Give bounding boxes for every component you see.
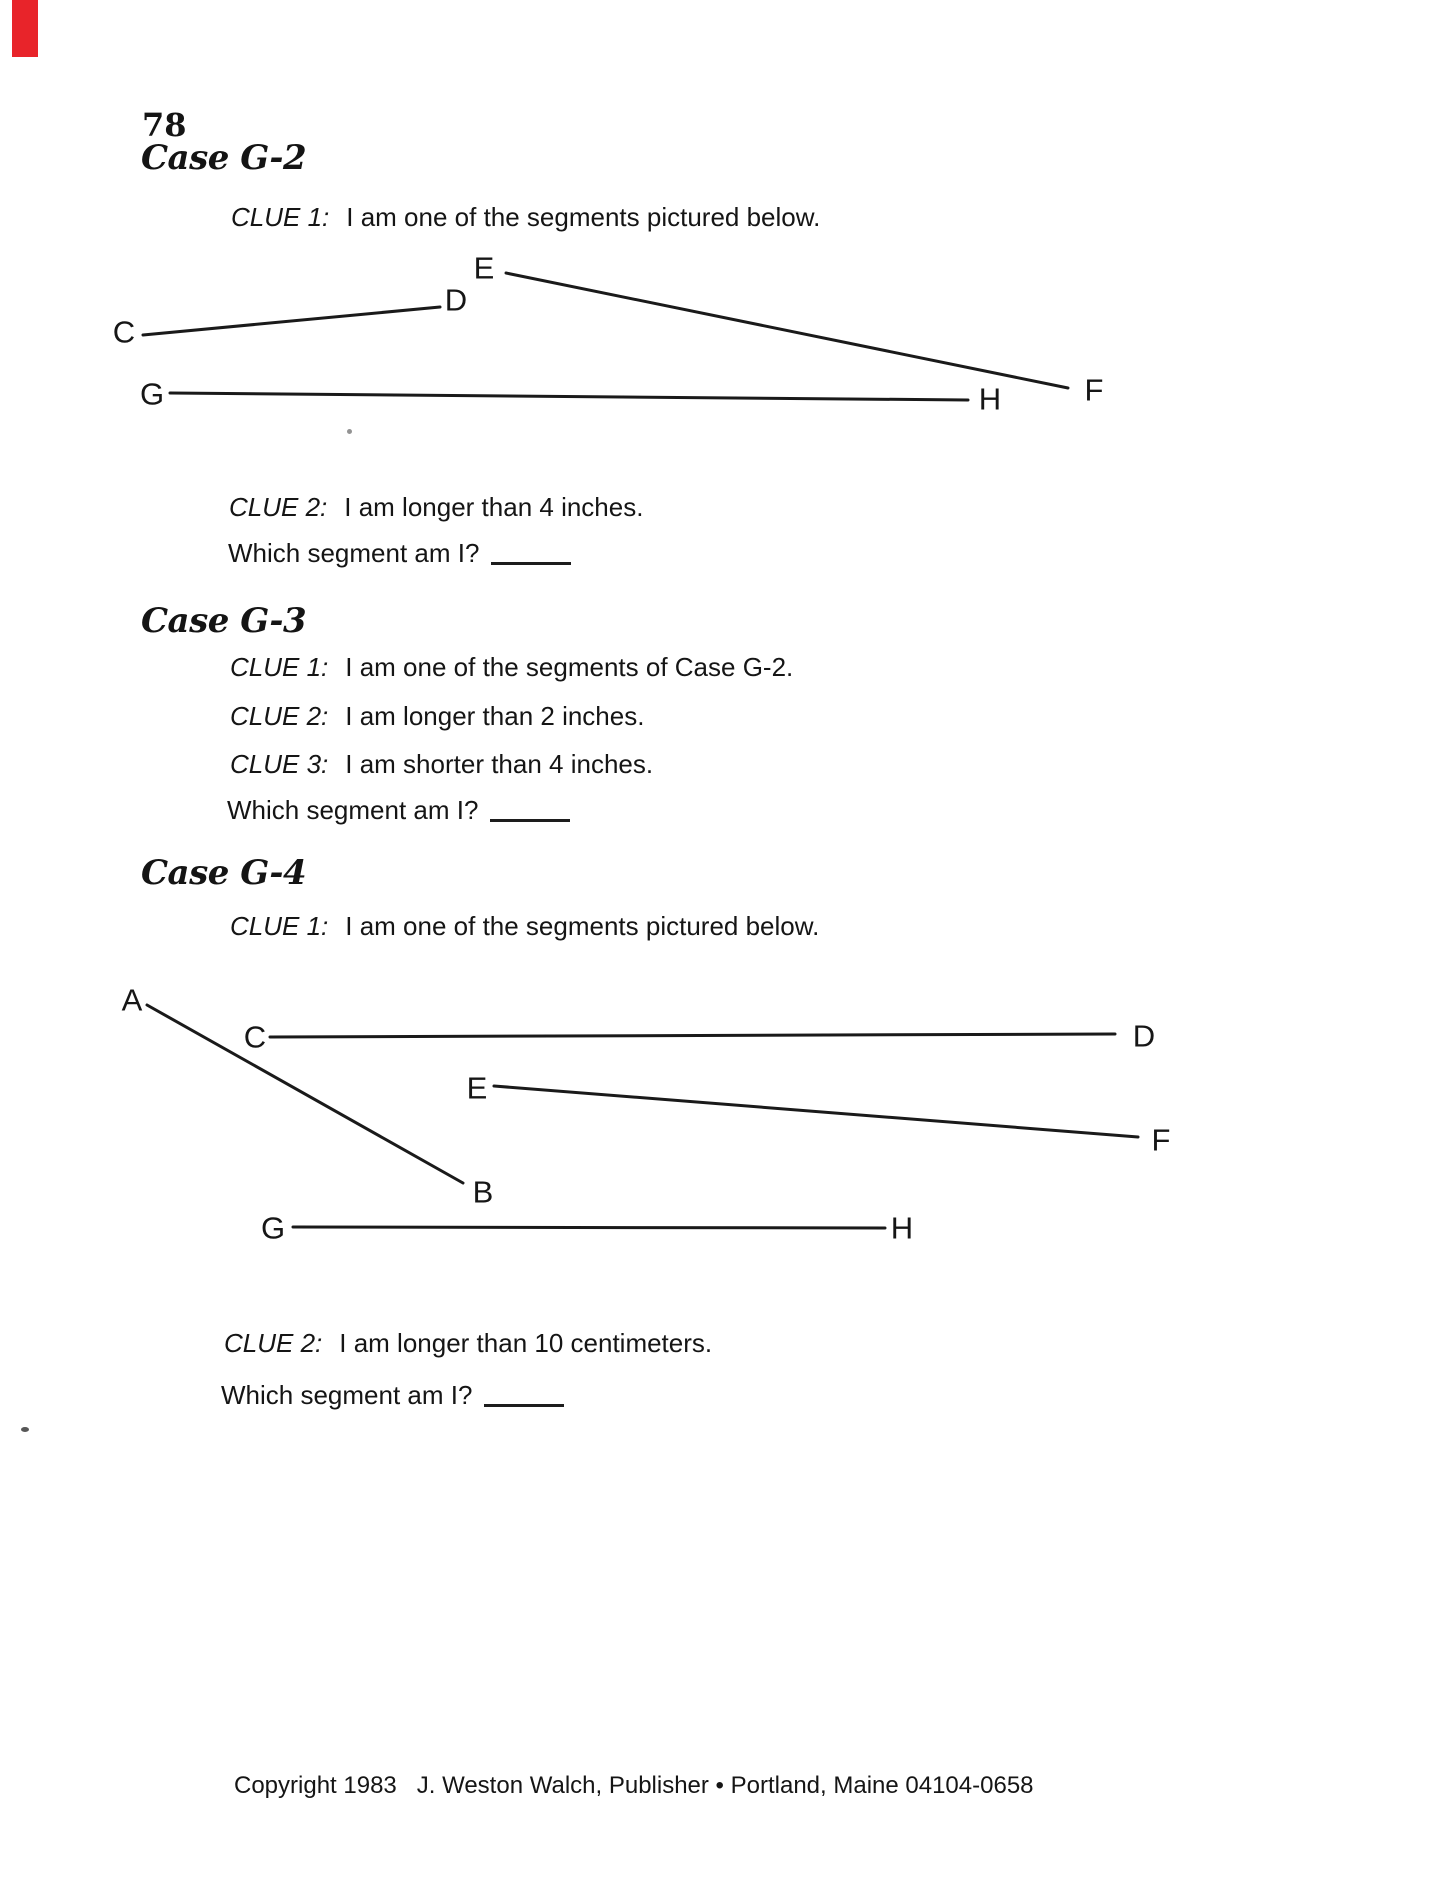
scan-speck <box>347 429 352 434</box>
clue-label: CLUE 1: <box>230 652 329 682</box>
segment-endpoint-label: C <box>243 1019 267 1055</box>
answer-blank[interactable] <box>490 819 570 822</box>
segment-endpoint-label: G <box>139 376 165 412</box>
case-g3-clue-3 <box>230 749 653 780</box>
case-g3-clue-2 <box>230 701 644 732</box>
clue-text: I am longer than 2 inches. <box>345 701 645 731</box>
clue-label: CLUE 2: <box>229 492 328 522</box>
segment-diagram-g4 <box>80 960 1230 1280</box>
case-g2-question <box>228 538 571 569</box>
page-number: 78 <box>142 106 187 144</box>
segment-endpoint-label: D <box>1132 1018 1156 1054</box>
case-g3-clue-1 <box>230 652 793 683</box>
segment-line <box>170 393 968 400</box>
clue-text: I am shorter than 4 inches. <box>345 749 654 779</box>
segment-endpoint-label: A <box>121 982 143 1018</box>
clue-label: CLUE 3: <box>230 749 329 779</box>
clue-label: CLUE 2: <box>230 701 329 731</box>
segment-endpoint-label: C <box>112 314 136 350</box>
clue-label: CLUE 1: <box>230 911 329 941</box>
question-text: Which segment am I? <box>221 1380 473 1410</box>
segment-endpoint-label: E <box>473 250 495 286</box>
case-g3-question <box>227 795 570 826</box>
clue-text: I am one of the segments of Case G-2. <box>345 652 794 682</box>
segment-line <box>270 1034 1115 1037</box>
segment-endpoint-label: E <box>466 1070 488 1106</box>
scan-speck <box>21 1427 29 1432</box>
question-text: Which segment am I? <box>228 538 480 568</box>
clue-label: CLUE 2: <box>224 1328 323 1358</box>
case-g2-clue-1 <box>231 202 820 233</box>
answer-blank[interactable] <box>484 1404 564 1407</box>
segment-line <box>143 307 440 335</box>
clue-text: I am one of the segments pictured below. <box>346 202 821 232</box>
segment-line <box>494 1086 1138 1137</box>
clue-text: I am longer than 10 centimeters. <box>339 1328 713 1358</box>
clue-label: CLUE 1: <box>231 202 330 232</box>
clue-text: I am one of the segments pictured below. <box>345 911 820 941</box>
segment-endpoint-label: H <box>978 381 1002 417</box>
segment-endpoint-label: F <box>1084 372 1104 408</box>
case-g4-question <box>221 1380 564 1411</box>
segment-diagram-g2 <box>60 230 1160 445</box>
segment-endpoint-label: H <box>890 1210 914 1246</box>
segment-endpoint-label: D <box>444 282 468 318</box>
segment-endpoint-label: F <box>1151 1122 1171 1158</box>
segment-endpoint-label: B <box>472 1174 494 1210</box>
case-g2-clue-2 <box>229 492 643 523</box>
segment-line <box>147 1005 463 1183</box>
clue-text: I am longer than 4 inches. <box>344 492 644 522</box>
case-g4-clue-2 <box>224 1328 712 1359</box>
red-scan-artifact <box>12 0 38 57</box>
question-text: Which segment am I? <box>227 795 479 825</box>
case-g2-title: Case G-2 <box>141 138 307 178</box>
copyright-line: Copyright 1983 J. Weston Walch, Publisher • Portland, Maine 04104-0658 <box>234 1772 1034 1799</box>
case-g3-title: Case G-3 <box>141 601 307 641</box>
segment-line <box>293 1227 885 1228</box>
answer-blank[interactable] <box>491 562 571 565</box>
case-g4-clue-1 <box>230 911 819 942</box>
segment-endpoint-label: G <box>260 1210 286 1246</box>
segment-line <box>506 273 1068 388</box>
case-g4-title: Case G-4 <box>141 853 307 893</box>
